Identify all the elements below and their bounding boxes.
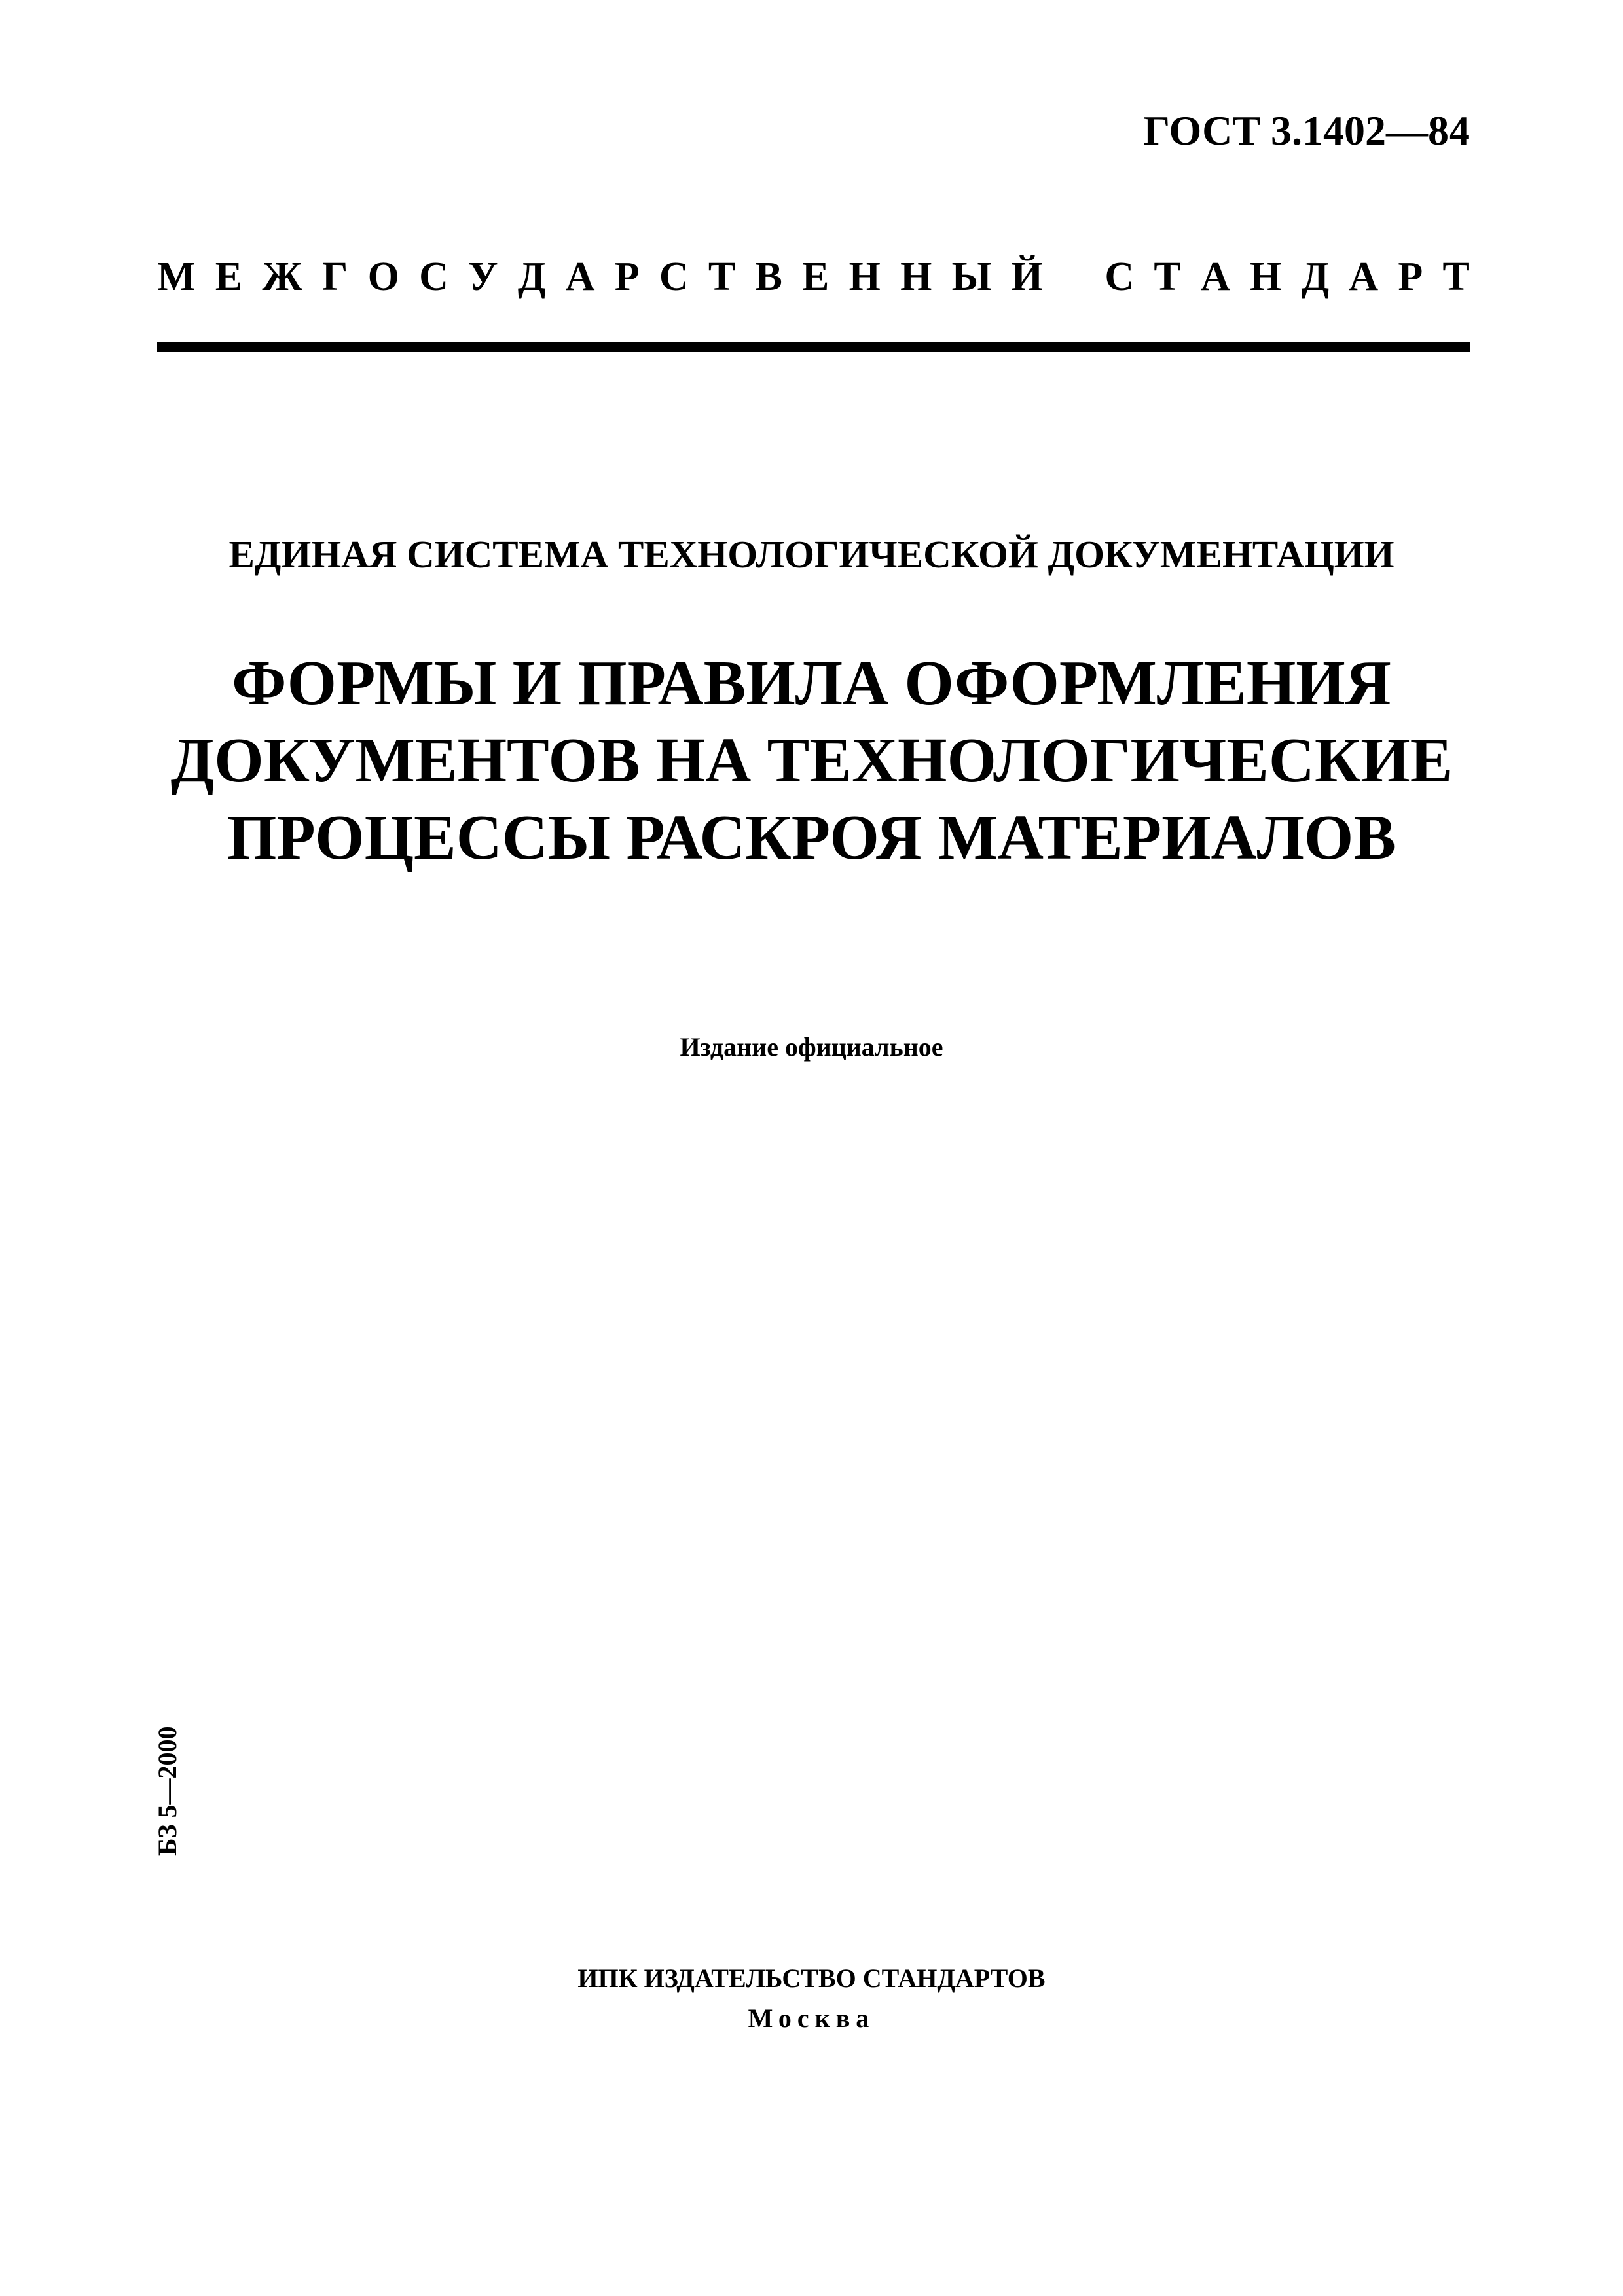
side-code: БЗ 5—2000 <box>153 1726 182 1856</box>
publisher-name: ИПК ИЗДАТЕЛЬСТВО СТАНДАРТОВ <box>577 1964 1046 1993</box>
standard-type-letter: Ы <box>951 255 992 299</box>
standard-type-letter: Й <box>1011 255 1043 299</box>
standard-type-letter: Ж <box>262 255 302 299</box>
header-rule <box>157 342 1470 352</box>
standard-type-letter: Д <box>517 255 546 299</box>
standard-type-letter: А <box>1201 255 1230 299</box>
standard-type-letter: А <box>1349 255 1379 299</box>
main-title-line-1: ФОРМЫ И ПРАВИЛА ОФОРМЛЕНИЯ <box>232 648 1391 718</box>
edition-label: Издание официальное <box>680 1032 943 1062</box>
standard-type-letter: Т <box>708 255 736 299</box>
standard-type-letter: С <box>1104 255 1135 299</box>
standard-type-letter: Н <box>1250 255 1282 299</box>
standard-type-letter: О <box>367 255 399 299</box>
standard-type-letter: М <box>157 255 196 299</box>
standard-type-letter: Е <box>215 255 243 299</box>
standard-type-letter: Т <box>1154 255 1181 299</box>
standard-type-letter: У <box>468 255 498 299</box>
standard-type-letter: Н <box>900 255 932 299</box>
main-title-line-3: ПРОЦЕССЫ РАСКРОЯ МАТЕРИАЛОВ <box>227 802 1396 872</box>
publisher-city: Москва <box>748 2003 875 2033</box>
main-title <box>0 645 1623 876</box>
standard-type-letter: Р <box>1398 255 1423 299</box>
standard-type-letter: Т <box>1442 255 1470 299</box>
standard-type-letter: С <box>659 255 689 299</box>
standard-type-letter: С <box>419 255 448 299</box>
standard-type-letter: Н <box>848 255 881 299</box>
series-title: ЕДИНАЯ СИСТЕМА ТЕХНОЛОГИЧЕСКОЙ ДОКУМЕНТАЦИИ <box>228 533 1395 576</box>
standard-type-heading <box>157 257 1470 297</box>
standard-type-letter: Д <box>1301 255 1330 299</box>
main-title-line-2: ДОКУМЕНТОВ НА ТЕХНОЛОГИЧЕСКИЕ <box>170 725 1453 795</box>
standard-type-letter: Р <box>614 255 640 299</box>
standard-type-word-gap <box>1063 257 1085 297</box>
standard-type-letter: Г <box>321 255 348 299</box>
standard-type-letter: А <box>565 255 595 299</box>
standard-type-letter: В <box>755 255 782 299</box>
document-number: ГОСТ 3.1402—84 <box>1143 107 1470 154</box>
standard-type-letter: Е <box>802 255 830 299</box>
